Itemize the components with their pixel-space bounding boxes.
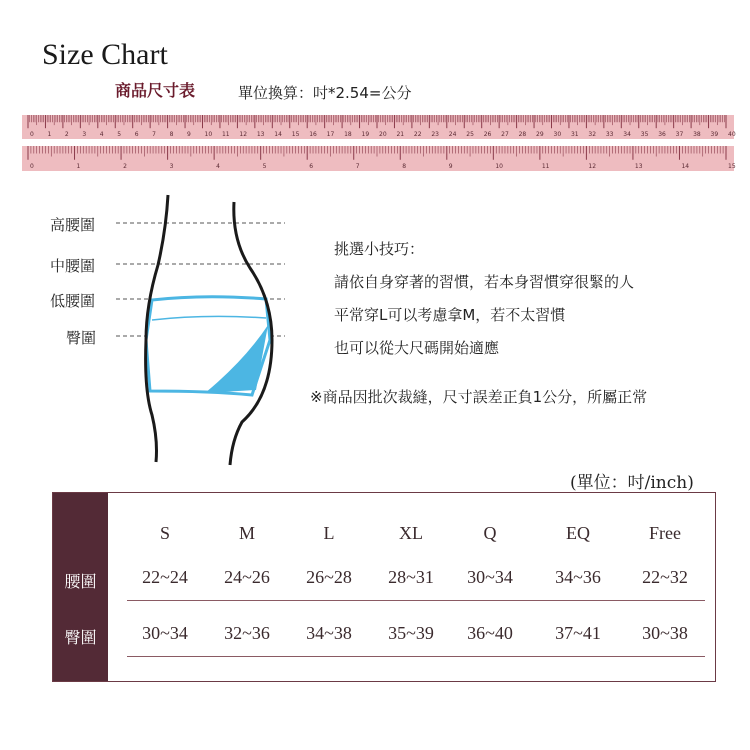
page-subtitle: 商品尺寸表 [115, 81, 196, 100]
tips-line: 平常穿L可以考慮拿M，若不太習慣 [334, 306, 566, 324]
ruler-label: 0 [30, 131, 34, 138]
size-header: Q [483, 523, 497, 543]
ruler-label: 27 [501, 131, 509, 138]
ruler-label: 5 [262, 163, 267, 170]
ruler-label: 11 [221, 131, 230, 138]
ruler-label: 7 [152, 131, 156, 138]
ruler-label: 9 [187, 131, 191, 138]
size-header: S [159, 523, 170, 543]
page-title: Size Chart [42, 38, 168, 71]
ruler-label: 28 [518, 131, 527, 138]
ruler-label: 9 [448, 163, 453, 170]
ruler-label: 19 [361, 131, 370, 138]
ruler-label: 33 [605, 131, 614, 138]
row-label-hip: 臀圍 [64, 628, 97, 647]
ruler-label: 4 [99, 131, 104, 138]
inch-ruler-graphic [22, 146, 734, 171]
size-header: XL [399, 523, 423, 543]
ruler-label: 2 [64, 131, 69, 138]
ruler-label: 23 [431, 131, 439, 138]
cm-ruler [22, 115, 734, 139]
mid-waist-label: 中腰圍 [50, 257, 96, 275]
size-header: M [238, 523, 255, 543]
ruler-label: 24 [448, 131, 457, 138]
unit-conversion-note: 單位換算：吋*2.54=公分 [238, 84, 412, 102]
high-waist-label: 高腰圍 [50, 216, 96, 234]
hip-cell: 37~41 [555, 623, 601, 643]
ruler-label: 6 [134, 131, 139, 138]
ruler-label: 10 [495, 163, 503, 170]
ruler-label: 20 [379, 131, 387, 138]
ruler-label: 35 [640, 131, 649, 138]
ruler-label: 8 [402, 163, 407, 170]
hip-cell: 30~34 [142, 623, 188, 643]
ruler-label: 16 [309, 131, 317, 138]
ruler-label: 15 [291, 131, 300, 138]
ruler-label: 14 [681, 163, 690, 170]
size-header: EQ [566, 523, 590, 543]
ruler-label: 6 [309, 163, 314, 170]
ruler-label: 14 [274, 131, 282, 138]
waist-cell: 24~26 [224, 567, 270, 587]
fitting-tips [334, 233, 634, 365]
ruler-label: 40 [728, 131, 736, 138]
ruler-label: 5 [117, 131, 122, 138]
ruler-label: 34 [623, 131, 631, 138]
hip-cell: 35~39 [388, 623, 434, 643]
hip-cell: 30~38 [642, 623, 688, 643]
ruler-label: 26 [483, 131, 492, 138]
ruler-label: 13 [256, 131, 265, 138]
low-waist-label: 低腰圍 [50, 292, 96, 310]
ruler-label: 31 [570, 131, 579, 138]
size-table [52, 492, 716, 682]
hip-cell: 34~38 [306, 623, 352, 643]
tips-line: 請依自身穿著的習慣，若本身習慣穿很緊的人 [334, 273, 635, 291]
ruler-label: 15 [728, 163, 736, 170]
hip-cell: 32~36 [224, 623, 270, 643]
ruler-label: 12 [588, 163, 597, 170]
row-label-waist: 腰圍 [64, 572, 97, 591]
inch-ruler [22, 146, 734, 171]
body-figure-illustration [0, 190, 300, 470]
cm-ruler-graphic [22, 115, 734, 139]
ruler-label: 25 [466, 131, 474, 138]
waist-cell: 30~34 [467, 567, 513, 587]
tolerance-notice: ※商品因批次裁縫，尺寸誤差正負1公分，所屬正常 [310, 388, 648, 406]
ruler-label: 30 [553, 131, 562, 138]
ruler-label: 4 [216, 163, 220, 170]
row-divider [127, 656, 705, 657]
ruler-label: 17 [326, 131, 335, 138]
tips-heading: 挑選小技巧： [334, 240, 425, 258]
ruler-label: 3 [82, 131, 87, 138]
ruler-label: 7 [355, 163, 360, 170]
ruler-label: 32 [588, 131, 597, 138]
waist-cell: 28~31 [388, 567, 434, 587]
size-header: L [323, 523, 335, 543]
waist-cell: 26~28 [306, 567, 352, 587]
ruler-label: 2 [123, 163, 127, 170]
ruler-label: 11 [541, 163, 550, 170]
ruler-label: 18 [344, 131, 352, 138]
ruler-label: 10 [204, 131, 213, 138]
hip-cell: 36~40 [467, 623, 513, 643]
ruler-label: 0 [30, 163, 34, 170]
ruler-label: 36 [658, 131, 666, 138]
waist-cell: 34~36 [555, 567, 601, 587]
size-header: Free [649, 523, 681, 543]
ruler-label: 8 [169, 131, 174, 138]
waist-cell: 22~24 [142, 567, 188, 587]
row-divider [127, 600, 705, 601]
hip-label: 臀圍 [66, 329, 97, 347]
ruler-label: 1 [47, 131, 52, 138]
ruler-label: 37 [675, 131, 684, 138]
ruler-label: 1 [76, 163, 81, 170]
ruler-label: 13 [634, 163, 643, 170]
tips-line: 也可以從大尺碼開始適應 [334, 339, 500, 357]
ruler-label: 29 [536, 131, 544, 138]
waist-cell: 22~32 [642, 567, 688, 587]
ruler-label: 21 [396, 131, 405, 138]
ruler-label: 3 [169, 163, 174, 170]
table-unit-label: (單位：吋/inch) [570, 473, 694, 493]
ruler-label: 38 [693, 131, 701, 138]
ruler-label: 22 [413, 131, 422, 138]
ruler-label: 12 [239, 131, 248, 138]
ruler-label: 39 [710, 131, 719, 138]
